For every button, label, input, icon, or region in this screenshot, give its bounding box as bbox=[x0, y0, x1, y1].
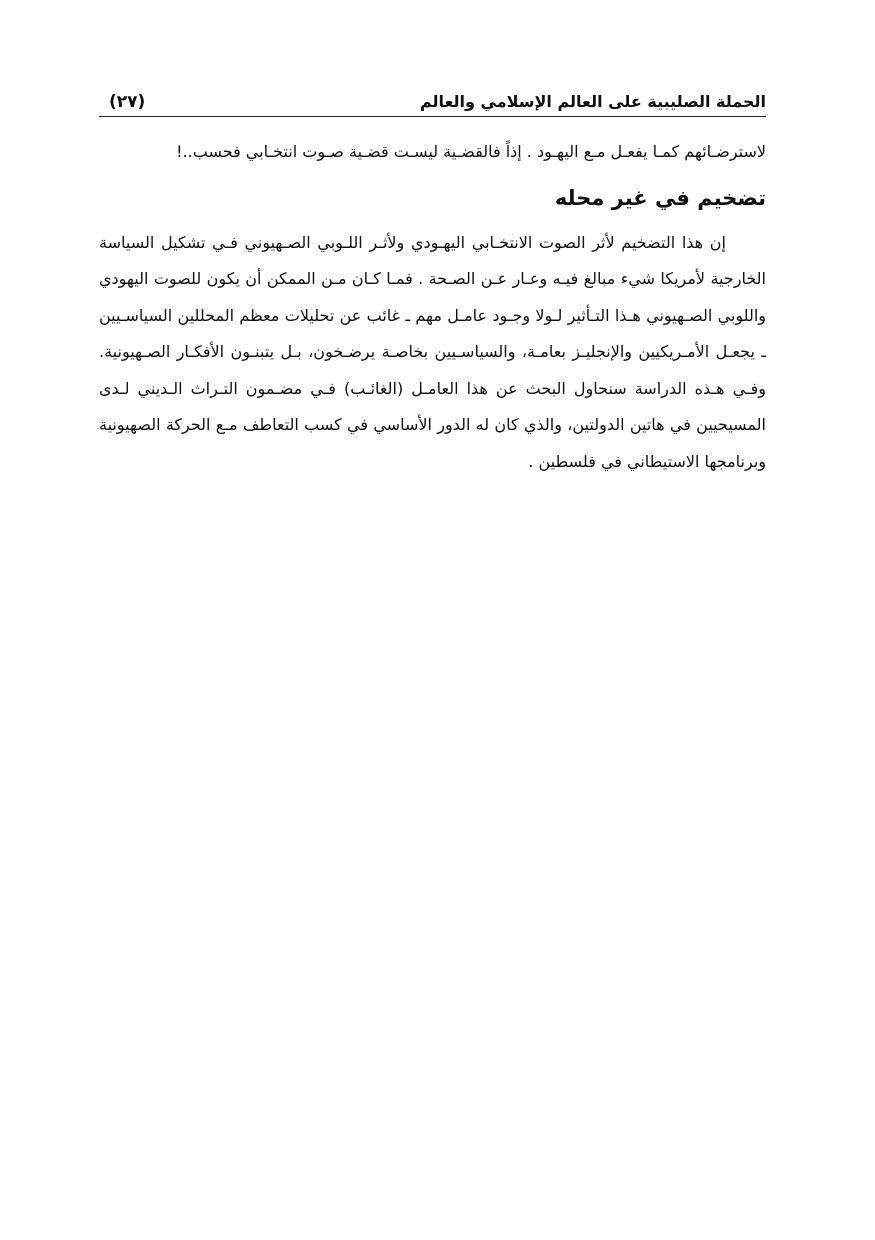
section-paragraph: إن هذا التضخيم لأثر الصوت الانتخـابي اليهـودي ولأثـر اللـوبي الصـهيوني فـي تشكيل السياسة الخارجية لأمريكا شيء مبالغ فيـه وعـار عـن الصـحة . فمـا كـان مـن الممكن أن يكون للصوت اليهودي واللوبي الصـهيوني هـذا التـأثير لـولا وجـود عامـل مهم ـ غائب عن تحليلات معظم المحللين السياسـيين ـ يجعـل الأمـريكيين والإنجليـز بعامـة، والسياسـيين بخاصـة يرضـخون، بـل يتبنـون الأفكـار الصـهيونية. وفـي هـذه الدراسة سنحاول البحث عن هذا العامـل (الغائـب) فـي مضـمون التـراث الـديني لـدى المسيحيين في هاتين الدولتين، والذي كان له الدور الأساسي في كسب التعاطف مـع الحركة الصهيونية وبرنامجها الاستيطاني في فلسطين . bbox=[99, 232, 766, 471]
section-heading: تضخيم في غير محله bbox=[554, 185, 766, 210]
running-header-title: الحملة الصليبية على العالم الإسلامي والعالم bbox=[419, 92, 766, 111]
running-header bbox=[99, 86, 766, 117]
continued-paragraph: لاسترضـائهم كمـا يفعـل مـع اليهـود . إذاً فالقضـية ليسـت قضـية صـوت انتخـابي فحسب..! bbox=[176, 142, 766, 161]
page-number: (٢٧) bbox=[109, 92, 146, 112]
book-page bbox=[99, 86, 766, 480]
